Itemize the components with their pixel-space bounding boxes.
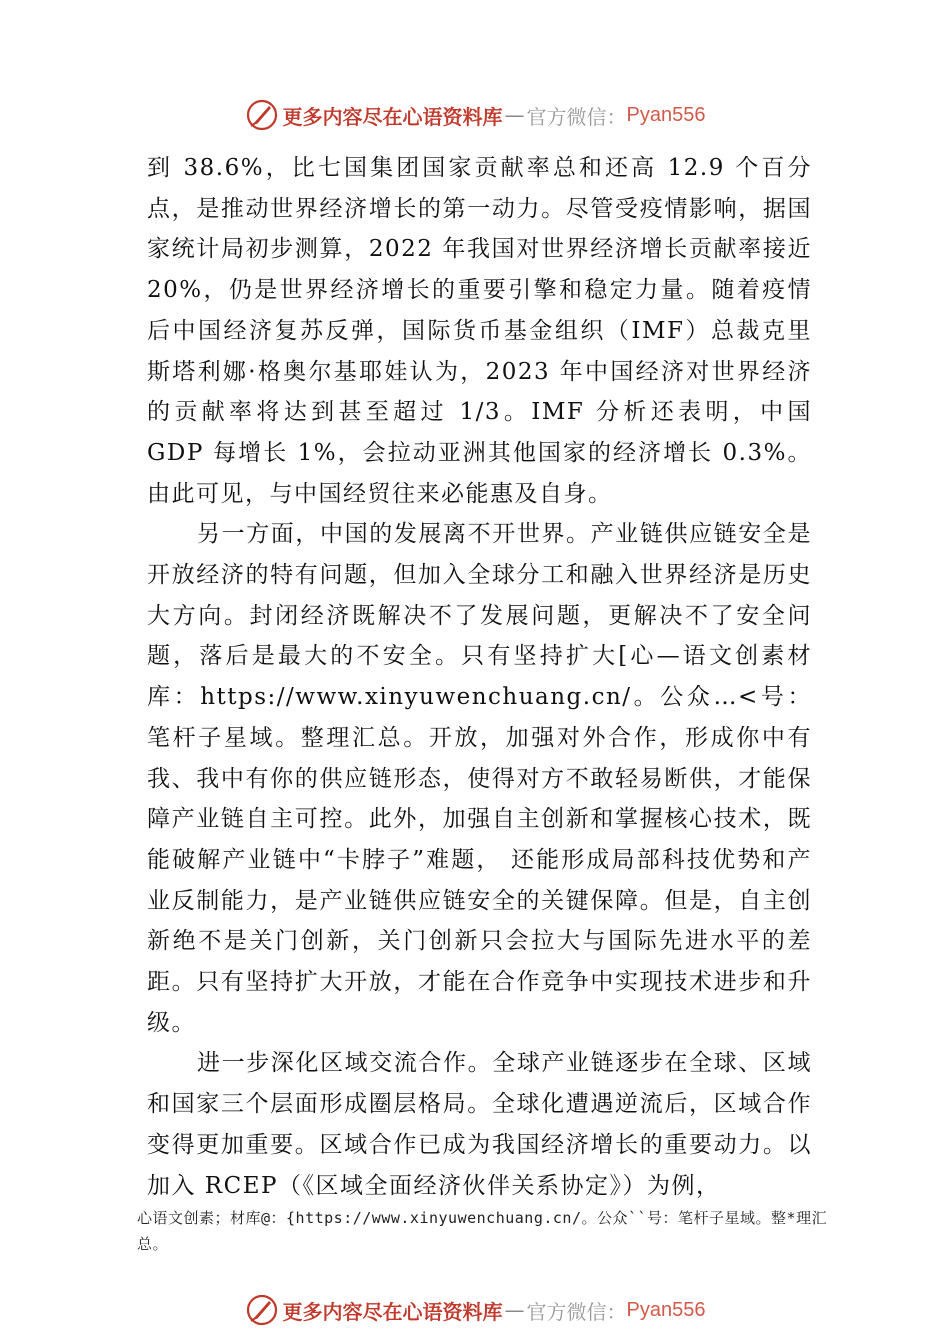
quill-logo-icon bbox=[245, 98, 279, 132]
footnote: 心语文创素；材库@：{https://www.xinyuwenchuang.cn/。公众``号：笔杆子星域。整*理汇总。 bbox=[137, 1209, 828, 1253]
banner-separator: — bbox=[504, 1298, 525, 1322]
paragraph-3: 进一步深化区域交流合作。全球产业链逐步在全球、区域和国家三个层面形成圈层格局。全球化遭遇逆流后，区域合作变得更加重要。区域合作已成为我国经济增长的重要动力。以加入 RCEP（《区域全面经济伙伴关系协定》）为例， bbox=[147, 1050, 812, 1199]
banner-wechat-label: 官方微信： bbox=[526, 104, 627, 129]
header-banner bbox=[0, 95, 950, 135]
banner-wechat-label: 官方微信： bbox=[526, 1299, 627, 1324]
banner-wechat-id: Pyan556 bbox=[626, 103, 706, 126]
banner-wechat-id: Pyan556 bbox=[626, 1298, 706, 1321]
footer-banner bbox=[0, 1290, 950, 1330]
banner-title: 更多内容尽在心语资料库 bbox=[282, 104, 503, 129]
paragraph-2: 另一方面，中国的发展离不开世界。产业链供应链安全是开放经济的特有问题，但加入全球分工和融入世界经济是历史大方向。封闭经济既解决不了发展问题，更解决不了安全问题，落后是最大的不安全。只有坚持扩大[心—语文创素材库：https://www.xinyuwenchuang.cn/。公众…<号：笔杆子星域。整理汇总。开放，加强对外合作，形成你中有我、我中有你的供应链形态，使得对方不敢轻易断供，才能保障产业链自主可控。此外，加强自主创新和掌握核心技术，既能破解产业链中“卡脖子”难题， 还能形成局部科技优势和产业反制能力，是产业链供应链安全的关键保障。但是，自主创新绝不是关门创新，关门创新只会拉大与国际先进水平的差距。只有坚持扩大开放，才能在合作竞争中实现技术进步和升级。 bbox=[147, 521, 812, 1036]
quill-logo-icon bbox=[245, 1293, 279, 1327]
document-body bbox=[147, 148, 812, 1206]
paragraph-1: 到 38.6%，比七国集团国家贡献率总和还高 12.9 个百分点，是推动世界经济增长的第一动力。尽管受疫情影响，据国家统计局初步测算，2022 年我国对世界经济增长贡献率接近 20%，仍是世界经济增长的重要引擎和稳定力量。随着疫情后中国经济复苏反弹，国际货币基金组织（IMF）总裁克里斯塔利娜·格奥尔基耶娃认为，2023 年中国经济对世界经济的贡献率将达到甚至超过 1/3。IMF 分析还表明，中国 GDP 每增长 1%，会拉动亚洲其他国家的经济增长 0.3%。由此可见，与中国经贸往来必能惠及自身。 bbox=[147, 155, 812, 507]
banner-title: 更多内容尽在心语资料库 bbox=[282, 1299, 503, 1324]
banner-separator: — bbox=[504, 103, 525, 127]
